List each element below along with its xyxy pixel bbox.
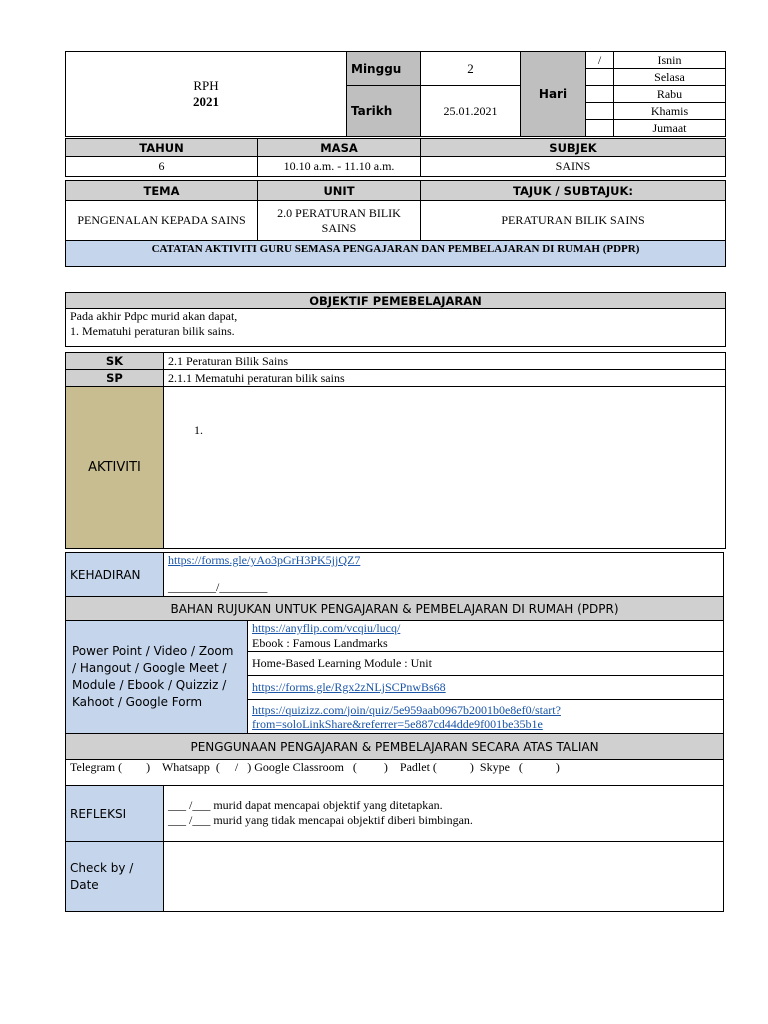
day-mark-rabu — [586, 86, 614, 103]
bahan-heading: BAHAN RUJUKAN UNTUK PENGAJARAN & PEMBELAJARAN DI RUMAH (PDPR) — [66, 597, 724, 621]
kehadiran-link[interactable]: https://forms.gle/yAo3pGrH3PK5jjQZ7 — [168, 553, 361, 567]
refleksi-label: REFLEKSI — [66, 786, 164, 842]
subjek-value: SAINS — [421, 157, 726, 177]
day-mark-selasa — [586, 69, 614, 86]
sp-label: SP — [66, 370, 164, 387]
google-classroom-option[interactable]: Google Classroom ( ) — [254, 760, 388, 774]
unit-header: UNIT — [258, 181, 421, 201]
ebook-text: Ebook : Famous Landmarks — [252, 636, 388, 650]
catatan-banner: CATATAN AKTIVITI GURU SEMASA PENGAJARAN DAN PEMBELAJARAN DI RUMAH (PDPR) — [66, 241, 726, 267]
aktiviti-item-1: 1. — [164, 387, 726, 549]
kehadiran-tally: ________/________ — [168, 580, 268, 594]
rph-title-cell — [66, 52, 347, 137]
objektif-line2: 1. Mematuhi peraturan bilik sains. — [70, 324, 235, 338]
kehadiran-label: KEHADIRAN — [66, 553, 164, 597]
day-khamis: Khamis — [614, 103, 726, 120]
day-mark-isnin: / — [586, 52, 614, 69]
tajuk-value: PERATURAN BILIK SAINS — [421, 201, 726, 241]
talian-options — [66, 760, 724, 786]
masa-value: 10.10 a.m. - 11.10 a.m. — [258, 157, 421, 177]
quizizz-line2: from=soloLinkShare&referrer=5e887cd44dde9f001be35b1e — [252, 716, 543, 731]
subjek-header: SUBJEK — [421, 139, 726, 157]
skype-option[interactable]: Skype ( ) — [479, 760, 560, 774]
form-link[interactable]: https://forms.gle/Rgx2zNLjSCPnwBs68 — [252, 680, 446, 694]
kehadiran-cell — [164, 553, 724, 597]
day-mark-khamis — [586, 103, 614, 120]
anyflip-link[interactable]: https://anyflip.com/vcqiu/lucq/ — [252, 621, 401, 635]
check-cell[interactable] — [164, 842, 724, 912]
unit-value: 2.0 PERATURAN BILIK SAINS — [258, 201, 421, 241]
day-selasa: Selasa — [614, 69, 726, 86]
rph-year: 2021 — [193, 94, 219, 109]
minggu-label: Minggu — [347, 52, 421, 86]
refleksi-cell — [164, 786, 724, 842]
tarikh-label: Tarikh — [347, 86, 421, 137]
sp-value: 2.1.1 Mematuhi peraturan bilik sains — [164, 370, 726, 387]
masa-header: MASA — [258, 139, 421, 157]
tarikh-value: 25.01.2021 — [421, 86, 521, 137]
objektif-body — [66, 309, 726, 347]
rph-title: RPH — [193, 78, 219, 93]
bahan-label: Power Point / Video / Zoom / Hangout / Google Meet / Module / Ebook / Quizziz / Kahoot / Google Form — [66, 621, 248, 734]
objektif-line1: Pada akhir Pdpc murid akan dapat, — [70, 309, 238, 323]
telegram-option[interactable]: Telegram ( ) — [70, 760, 151, 774]
tahun-header: TAHUN — [66, 139, 258, 157]
tajuk-header: TAJUK / SUBTAJUK: — [421, 181, 726, 201]
padlet-option[interactable]: Padlet ( ) — [399, 760, 474, 774]
module-text: Home-Based Learning Module : Unit — [248, 652, 724, 676]
refleksi-line1: ___ /___ murid dapat mencapai objektif yang ditetapkan. — [168, 798, 443, 812]
objektif-heading: OBJEKTIF PEMEBELAJARAN — [66, 293, 726, 309]
day-mark-jumaat — [586, 120, 614, 137]
aktiviti-label: AKTIVITI — [66, 387, 164, 549]
check-label: Check by / Date — [66, 842, 164, 912]
sk-value: 2.1 Peraturan Bilik Sains — [164, 353, 726, 370]
header-table — [65, 51, 726, 137]
day-jumaat: Jumaat — [614, 120, 726, 137]
quizizz-link[interactable] — [252, 703, 561, 731]
sk-label: SK — [66, 353, 164, 370]
hari-label: Hari — [521, 52, 586, 137]
bahan-row-anyflip — [248, 621, 724, 652]
minggu-value: 2 — [421, 52, 521, 86]
info-table — [65, 138, 726, 267]
tema-value: PENGENALAN KEPADA SAINS — [66, 201, 258, 241]
day-rabu: Rabu — [614, 86, 726, 103]
talian-heading: PENGGUNAAN PENGAJARAN & PEMBELAJARAN SECARA ATAS TALIAN — [66, 734, 724, 760]
quizizz-cell — [248, 700, 724, 734]
objektif-table — [65, 292, 726, 347]
refleksi-line2: ___ /___ murid yang tidak mencapai objektif diberi bimbingan. — [168, 813, 473, 827]
day-isnin: Isnin — [614, 52, 726, 69]
whatsapp-option[interactable]: Whatsapp ( / ) — [161, 760, 252, 774]
tema-header: TEMA — [66, 181, 258, 201]
lower-table — [65, 552, 724, 912]
sk-sp-table — [65, 352, 726, 549]
tahun-value: 6 — [66, 157, 258, 177]
quizizz-line1: https://quizizz.com/join/quiz/5e959aab0967b2001b0e8ef0/start? — [252, 702, 561, 717]
